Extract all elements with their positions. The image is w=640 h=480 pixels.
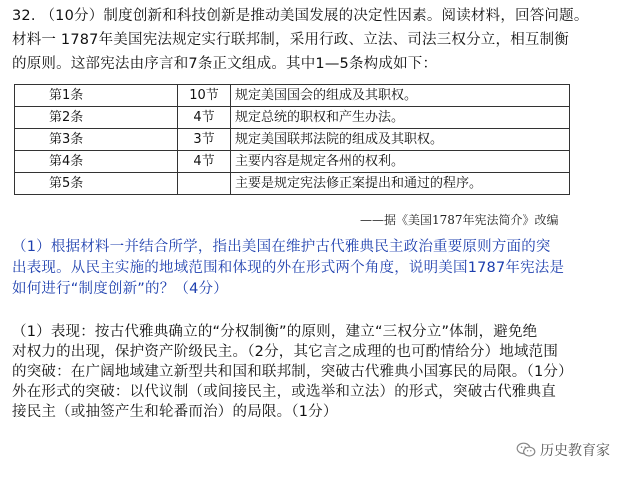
prompt-line-1: （1）根据材料一并结合所学，指出美国在维护古代雅典民主政治重要原则方面的突 <box>12 239 551 255</box>
answer-line-3: 的突破：在广阔地域建立新型共和国和联邦制，突破古代雅典小国寡民的局限。（1分） <box>12 364 573 380</box>
content-cell: 规定美国联邦法院的组成及其职权。 <box>231 129 570 151</box>
table-row <box>15 129 570 151</box>
content-cell: 主要是规定宪法修正案提出和通过的程序。 <box>231 173 570 195</box>
table-row <box>15 85 570 107</box>
constitution-articles-table <box>14 84 570 195</box>
answer-line-1: （1）表现：按古代雅典确立的“分权制衡”的原则，建立“三权分立”体制，避免绝 <box>12 324 538 340</box>
source-citation: ——据《美国1787年宪法简介》改编 <box>360 213 559 227</box>
article-cell: 第2条 <box>15 107 178 129</box>
answer-line-4: 外在形式的突破：以代议制（或间接民主，或选举和立法）的形式，突破古代雅典直 <box>12 384 556 400</box>
article-cell: 第5条 <box>15 173 178 195</box>
watermark-text: 历史教育家 <box>540 443 610 459</box>
table-row <box>15 151 570 173</box>
article-cell: 第1条 <box>15 85 178 107</box>
watermark <box>516 440 610 460</box>
article-cell: 第4条 <box>15 151 178 173</box>
sections-cell: 4节 <box>178 151 231 173</box>
article-cell: 第3条 <box>15 129 178 151</box>
answer-line-2: 对权力的出现，保护资产阶级民主。（2分，其它言之成理的也可酌情给分）地域范围 <box>12 344 559 360</box>
sections-cell: 10节 <box>178 85 231 107</box>
prompt-line-2: 出表现。从民主实施的地域范围和体现的外在形式两个角度，说明美国1787年宪法是 <box>12 260 565 276</box>
material-text-line-1: 材料一 1787年美国宪法规定实行联邦制，采用行政、立法、司法三权分立，相互制衡 <box>12 32 570 48</box>
content-cell: 主要内容是规定各州的权利。 <box>231 151 570 173</box>
sections-cell: 3节 <box>178 129 231 151</box>
content-cell: 规定总统的职权和产生办法。 <box>231 107 570 129</box>
sections-cell: 4节 <box>178 107 231 129</box>
table-row <box>15 173 570 195</box>
wechat-icon <box>516 442 536 458</box>
material-text-line-2: 的原则。这部宪法由序言和7条正文组成。其中1—5条构成如下： <box>12 56 438 72</box>
answer-line-5: 接民主（或抽签产生和轮番而治）的局限。（1分） <box>12 404 338 420</box>
prompt-line-3: 如何进行“制度创新”的？（4分） <box>12 281 228 297</box>
sections-cell <box>178 173 231 195</box>
content-cell: 规定美国国会的组成及其职权。 <box>231 85 570 107</box>
question-header: 32. （10分）制度创新和科技创新是推动美国发展的决定性因素。阅读材料，回答问题。 <box>12 8 589 24</box>
table-row <box>15 107 570 129</box>
